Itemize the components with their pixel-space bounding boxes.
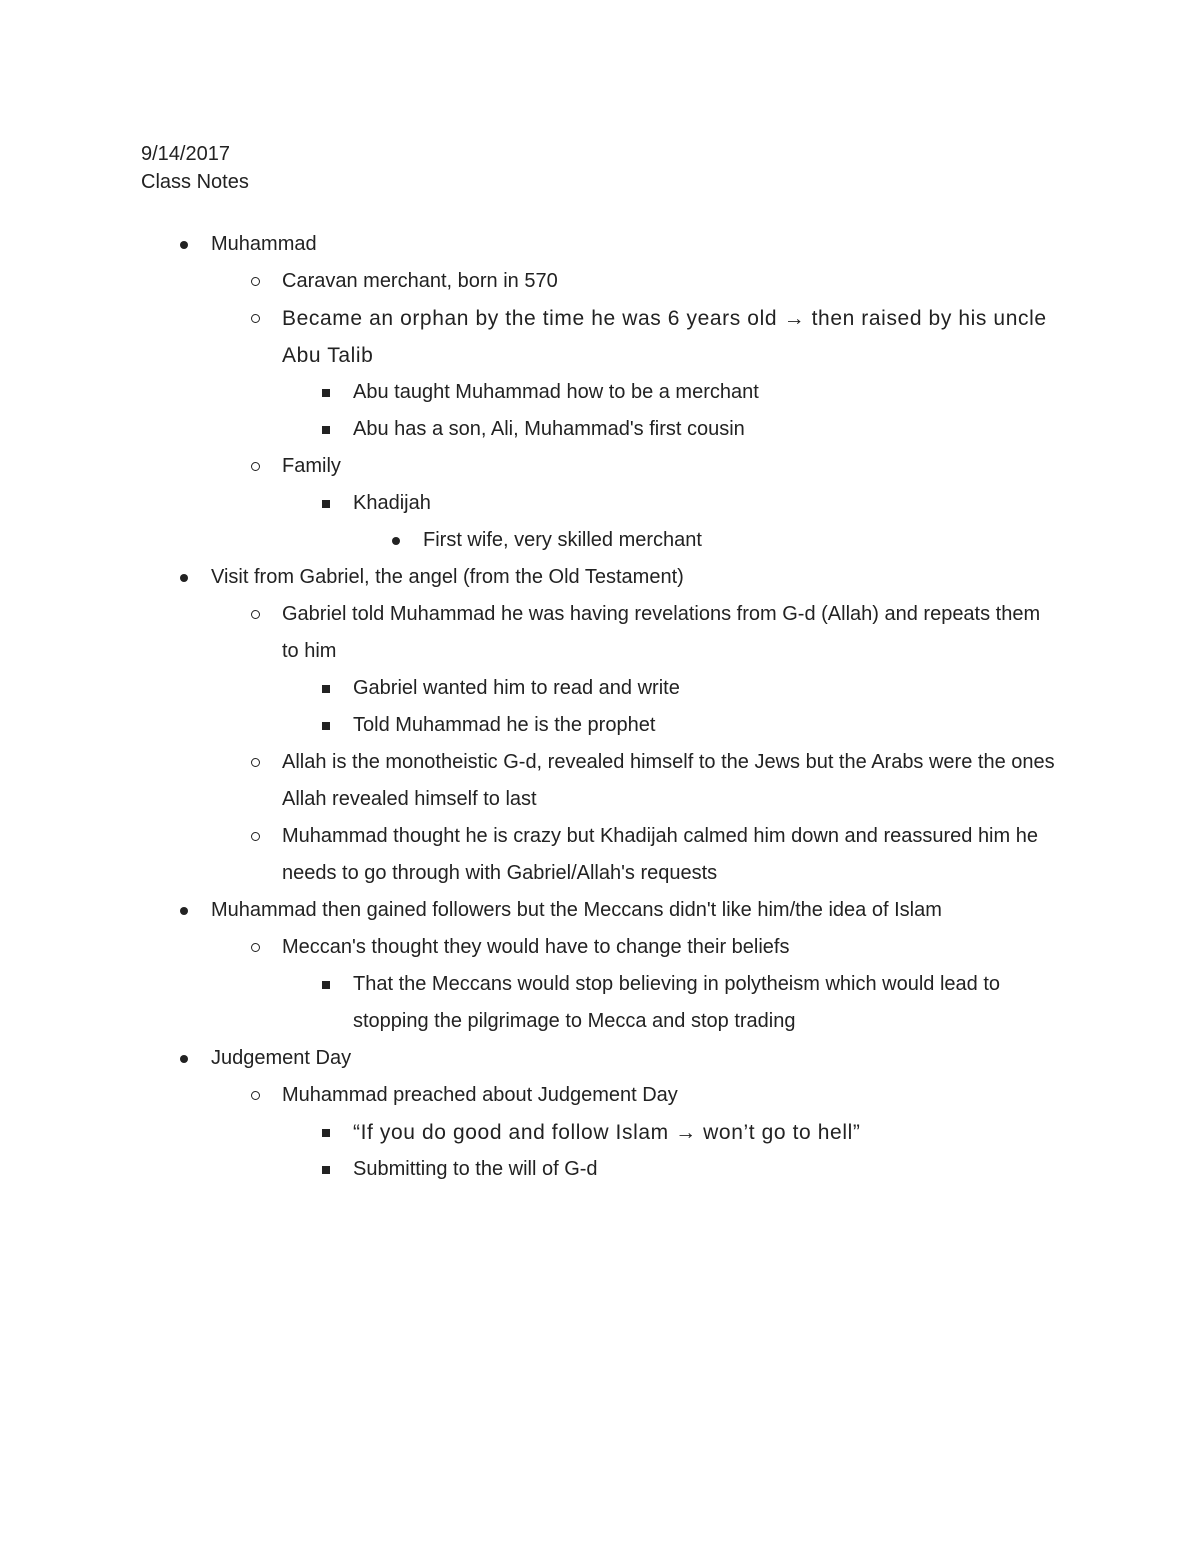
outline-item-text: “If you do good and follow Islam → won’t go to hell” [353, 1121, 861, 1144]
outline-item-level-3 [0, 411, 1200, 448]
filled-dot-bullet-icon [176, 892, 192, 929]
notes-title: Class Notes [141, 171, 249, 193]
outline-item-level-1 [0, 1040, 1200, 1077]
outline-item-level-3 [0, 1114, 1200, 1151]
outline-item-level-3 [0, 374, 1200, 411]
hollow-circle-bullet-icon [247, 448, 263, 485]
outline-item-text: Gabriel told Muhammad he was having revelations from G-d (Allah) and repeats them to him [282, 603, 1041, 662]
outline-item-level-1 [0, 892, 1200, 929]
outline-item-text: Muhammad [211, 233, 317, 255]
hollow-circle-bullet-icon [247, 744, 263, 781]
outline-item-text: Told Muhammad he is the prophet [353, 714, 656, 736]
filled-square-bullet-icon [318, 670, 334, 707]
outline-item-text: Gabriel wanted him to read and write [353, 677, 680, 699]
notes-outline [0, 226, 1200, 1188]
outline-item-level-2 [0, 448, 1200, 485]
outline-item-text: Khadijah [353, 492, 431, 514]
filled-dot-bullet-icon [176, 1040, 192, 1077]
outline-item-level-2 [0, 929, 1200, 966]
outline-item-level-4 [0, 522, 1200, 559]
hollow-circle-bullet-icon [247, 818, 263, 855]
outline-item-text: Muhammad preached about Judgement Day [282, 1084, 678, 1106]
outline-item-level-2 [0, 744, 1200, 818]
outline-item-level-2 [0, 300, 1200, 374]
outline-item-text: First wife, very skilled merchant [423, 529, 702, 551]
outline-item-level-1 [0, 226, 1200, 263]
outline-item-text: Meccan's thought they would have to change their beliefs [282, 936, 790, 958]
outline-item-level-1 [0, 559, 1200, 596]
filled-square-bullet-icon [318, 411, 334, 448]
outline-item-text: Judgement Day [211, 1047, 352, 1069]
filled-square-bullet-icon [318, 485, 334, 522]
outline-item-level-2 [0, 263, 1200, 300]
filled-square-bullet-icon [318, 1114, 334, 1151]
outline-item-text: That the Meccans would stop believing in polytheism which would lead to stopping the pilgrimage to Mecca and stop trading [353, 973, 1001, 1032]
outline-item-level-3 [0, 670, 1200, 707]
outline-item-level-3 [0, 966, 1200, 1040]
outline-item-level-2 [0, 818, 1200, 892]
outline-item-level-3 [0, 707, 1200, 744]
notes-header [141, 140, 249, 196]
outline-item-text: Abu taught Muhammad how to be a merchant [353, 381, 759, 403]
filled-square-bullet-icon [318, 966, 334, 1003]
outline-item-text: Abu has a son, Ali, Muhammad's first cousin [353, 418, 745, 440]
outline-item-level-3 [0, 485, 1200, 522]
notes-date: 9/14/2017 [141, 143, 230, 165]
outline-item-text: Muhammad then gained followers but the Meccans didn't like him/the idea of Islam [211, 899, 942, 921]
outline-item-level-2 [0, 1077, 1200, 1114]
filled-square-bullet-icon [318, 1151, 334, 1188]
filled-square-bullet-icon [318, 707, 334, 744]
hollow-circle-bullet-icon [247, 263, 263, 300]
outline-item-text: Became an orphan by the time he was 6 years old → then raised by his uncle Abu Talib [282, 307, 1047, 367]
filled-dot-bullet-icon [176, 559, 192, 596]
filled-square-bullet-icon [318, 374, 334, 411]
outline-item-level-3 [0, 1151, 1200, 1188]
outline-item-text: Caravan merchant, born in 570 [282, 270, 558, 292]
outline-item-text: Family [282, 455, 341, 477]
hollow-circle-bullet-icon [247, 929, 263, 966]
filled-dot-bullet-icon [388, 522, 404, 559]
outline-item-text: Submitting to the will of G-d [353, 1158, 598, 1180]
filled-dot-bullet-icon [176, 226, 192, 263]
hollow-circle-bullet-icon [247, 300, 263, 337]
outline-item-text: Visit from Gabriel, the angel (from the Old Testament) [211, 566, 684, 588]
outline-item-level-2 [0, 596, 1200, 670]
outline-item-text: Muhammad thought he is crazy but Khadijah calmed him down and reassured him he needs to go through with Gabriel/Allah's requests [282, 825, 1038, 884]
hollow-circle-bullet-icon [247, 596, 263, 633]
outline-item-text: Allah is the monotheistic G-d, revealed himself to the Jews but the Arabs were the ones Allah revealed himself to last [282, 751, 1055, 810]
hollow-circle-bullet-icon [247, 1077, 263, 1114]
